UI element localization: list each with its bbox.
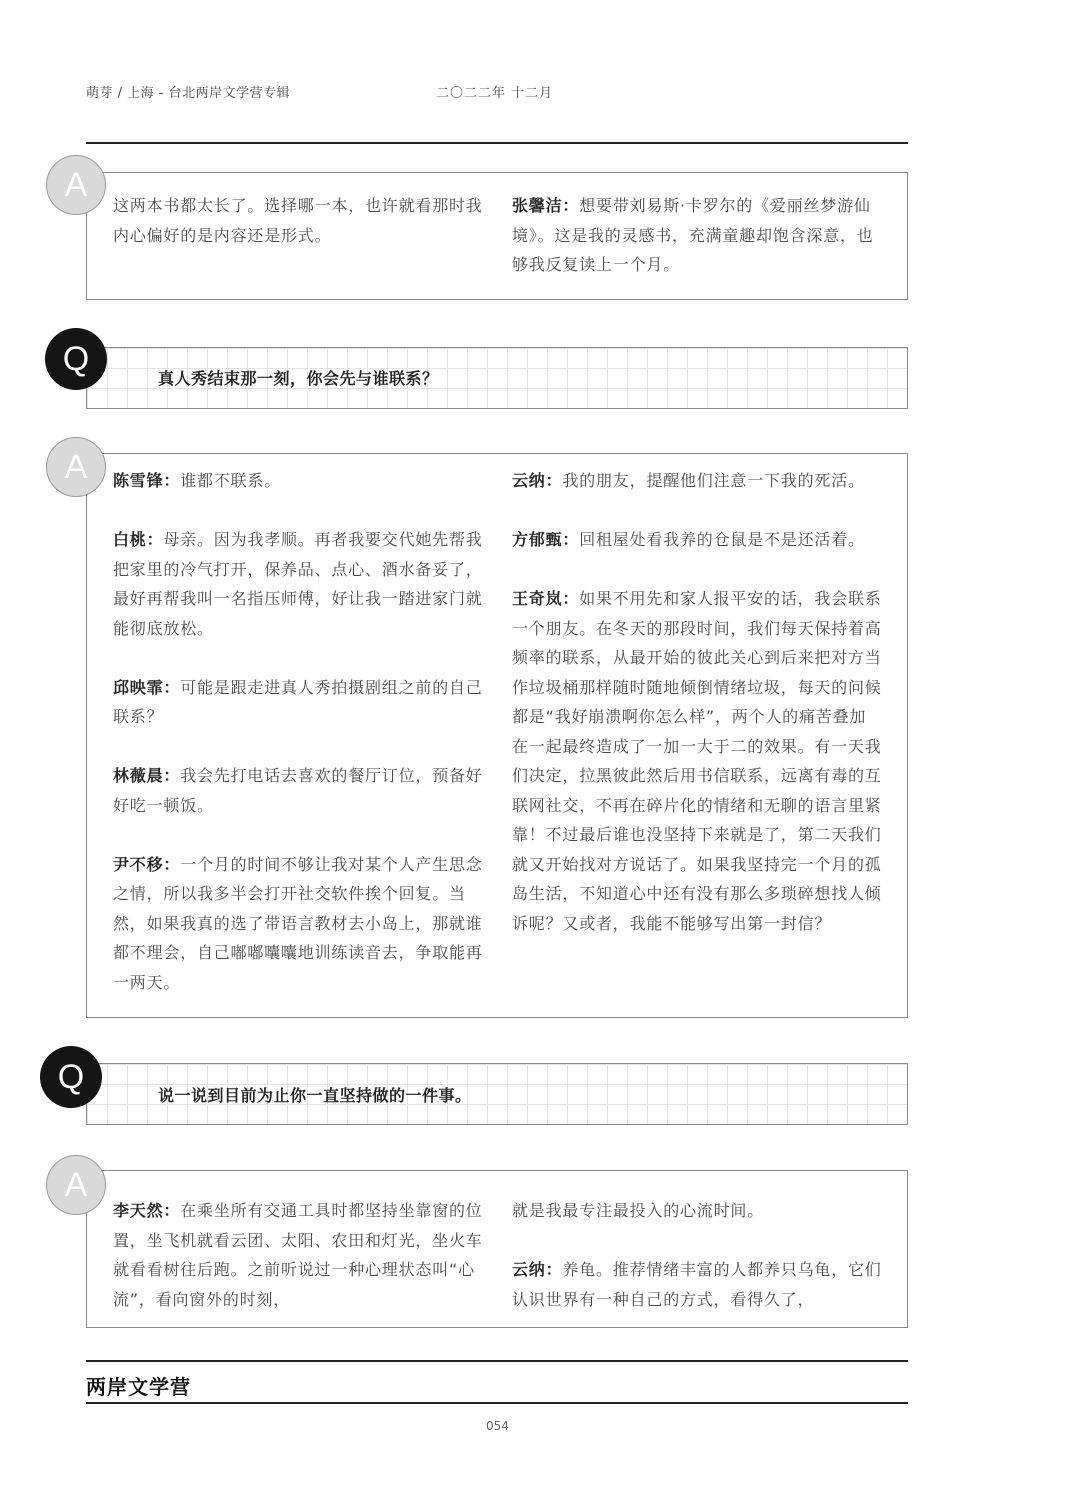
answer-paragraph [113,1196,483,1314]
answer-badge-icon: A [46,155,106,215]
question-badge-icon: Q [45,328,107,390]
answer-text: 母亲。因为我孝顺。再者我要交代她先帮我把家里的冷气打开，保养品、点心、酒水备妥了，最好再帮我叫一名指压师傅，好让我一踏进家门就能彻底放松。 [113,530,483,638]
speaker-name: 张馨洁： [512,196,580,215]
speaker-name: 尹不移： [113,854,181,874]
header-date: 二〇二二年 十二月 [436,86,554,101]
answer-text: 谁都不联系。 [180,471,282,490]
question-2-text: 说一说到目前为止你一直坚持做的一件事。 [158,1086,472,1105]
answer-paragraph [512,525,882,555]
answer-paragraph [512,1255,882,1314]
answer-paragraph [113,673,483,732]
answer-text: 想要带刘易斯·卡罗尔的《爱丽丝梦游仙境》。这是我的灵感书，充满童趣却饱含深意，也够我反复读上一个月。 [512,196,874,274]
answer-text: 养龟。推荐情绪丰富的人都养只乌龟，它们认识世界有一种自己的方式，看得久了， [512,1260,882,1309]
question-badge-icon: Q [40,1046,102,1108]
answer2-right-column [512,466,882,938]
answer3-left-column [113,1196,483,1314]
footer-section-title: 两岸文学营 [86,1375,191,1399]
answer1-right-column [512,191,882,280]
answer-paragraph [113,191,483,250]
answer-badge-icon: A [46,1155,106,1215]
header-issue-label: 萌芽 / 上海 - 台北两岸文学营专辑 [86,86,291,101]
answer1-left-column [113,191,483,250]
speaker-name: 白桃： [113,530,164,549]
answer-paragraph [512,584,882,938]
answer-text: 可能是跟走进真人秀拍摄剧组之前的自己联系？ [113,677,483,726]
speaker-name: 李天然： [113,1201,181,1220]
page-number: 054 [486,1419,509,1433]
answer-paragraph [113,466,483,496]
footer-divider-top [86,1360,908,1362]
answer-badge-icon: A [46,437,106,497]
answer2-left-column [113,466,483,997]
answer-paragraph [512,1196,882,1226]
answer-text: 在乘坐所有交通工具时都坚持坐靠窗的位置，坐飞机就看云团、太阳、农田和灯光，坐火车就看看树往后跑。之前听说过一种心理状态叫“心流”，看向窗外的时刻， [113,1201,483,1309]
speaker-name: 邱映霏： [113,677,181,697]
answer-text: 就是我最专注最投入的心流时间。 [512,1201,765,1220]
speaker-name: 林薇晨： [113,766,181,785]
answer-paragraph [512,466,882,496]
footer-divider-bottom [86,1402,908,1404]
answer-paragraph [113,525,483,643]
answer-text: 这两本书都太长了。选择哪一本，也许就看那时我内心偏好的是内容还是形式。 [113,196,483,245]
answer-text: 我的朋友，提醒他们注意一下我的死活。 [562,471,865,490]
answer-text: 如果不用先和家人报平安的话，我会联系一个朋友。在冬天的那段时间，我们每天保持着高频率的联系，从最开始的彼此关心到后来把对方当作垃圾桶那样随时随地倾倒情绪垃圾，每天的问候都是“我好崩溃啊你怎么样”，两个人的痛苦叠加在一起最终造成了一加一大于二的效果。有一天我们决定，拉黑彼此然后用书信联系，远离有毒的互联网社交，不再在碎片化的情绪和无聊的语言里紧靠！不过最后谁也没坚持下来就是了，第二天我们就又开始找对方说话了。如果我坚持完一个月的孤岛生活，不知道心中还有没有那么多琐碎想找人倾诉呢？又或者，我能不能够写出第一封信？ [512,589,882,933]
speaker-name: 云纳： [512,1260,563,1279]
answer-paragraph [113,850,483,998]
answer-text: 我会先打电话去喜欢的餐厅订位，预备好好吃一顿饭。 [113,766,483,815]
speaker-name: 陈雪锋： [113,471,181,490]
answer-paragraph [113,761,483,820]
speaker-name: 云纳： [512,471,563,490]
answer-text: 回租屋处看我养的仓鼠是不是还活着。 [579,530,865,549]
answer-text: 一个月的时间不够让我对某个人产生思念之情，所以我多半会打开社交软件挨个回复。当然，如果我真的选了带语言教材去小岛上，那就谁都不理会，自己嘟嘟囔囔地训练读音去，争取能再一两天。 [113,854,483,992]
header-divider [86,142,908,144]
speaker-name: 王奇岚： [512,589,580,608]
answer-paragraph [512,191,882,280]
question-1-text: 真人秀结束那一刻，你会先与谁联系？ [158,369,439,388]
answer3-right-column [512,1196,882,1314]
speaker-name: 方郁甄： [512,530,580,549]
